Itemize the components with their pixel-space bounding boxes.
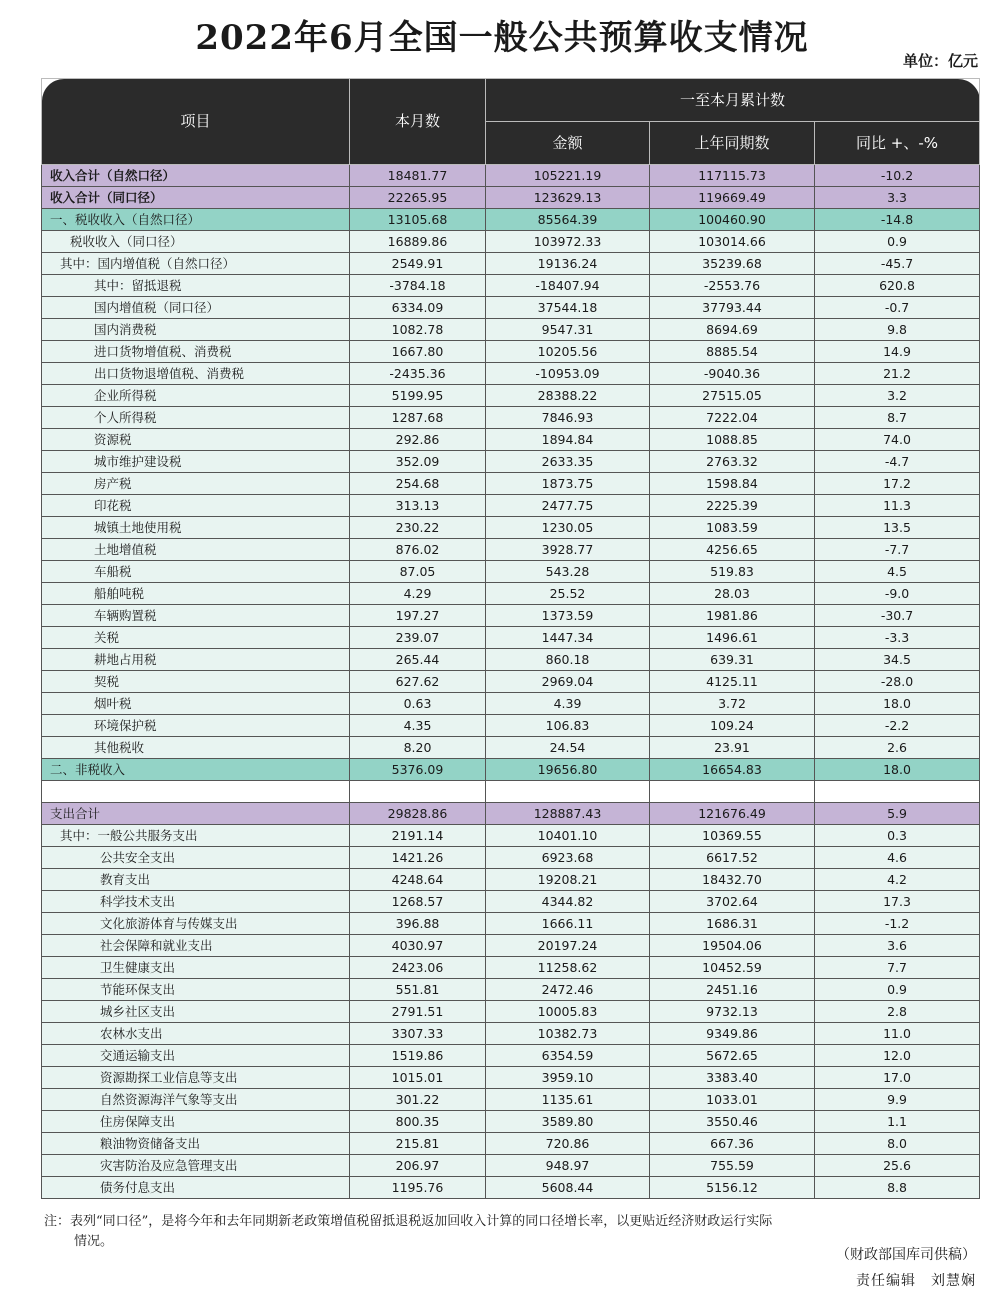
yoy-percent: 11.3 [815, 495, 980, 517]
month-value: -2435.36 [350, 363, 486, 385]
row-label: 车辆购置税 [42, 605, 350, 627]
row-label: 文化旅游体育与传媒支出 [42, 913, 350, 935]
yoy-percent: 9.9 [815, 1089, 980, 1111]
last-year-value: 4125.11 [650, 671, 815, 693]
cumulative-amount: 10005.83 [486, 1001, 650, 1023]
yoy-percent: 0.9 [815, 231, 980, 253]
cumulative-amount: 3959.10 [486, 1067, 650, 1089]
yoy-percent: 4.6 [815, 847, 980, 869]
table-row [42, 869, 980, 891]
last-year-value: 16654.83 [650, 759, 815, 781]
cumulative-amount: 4.39 [486, 693, 650, 715]
table-row [42, 539, 980, 561]
month-value: 292.86 [350, 429, 486, 451]
month-value: 254.68 [350, 473, 486, 495]
yoy-percent: 17.3 [815, 891, 980, 913]
cumulative-amount: 6354.59 [486, 1045, 650, 1067]
table-row [42, 561, 980, 583]
row-label: 粮油物资储备支出 [42, 1133, 350, 1155]
row-label: 教育支出 [42, 869, 350, 891]
month-value: 4.35 [350, 715, 486, 737]
yoy-percent: 8.7 [815, 407, 980, 429]
cumulative-amount: 1135.61 [486, 1089, 650, 1111]
cumulative-amount: 1894.84 [486, 429, 650, 451]
table-row [42, 759, 980, 781]
yoy-percent: 13.5 [815, 517, 980, 539]
cumulative-amount: 2633.35 [486, 451, 650, 473]
row-label: 国内消费税 [42, 319, 350, 341]
last-year-value: 119669.49 [650, 187, 815, 209]
month-value: 18481.77 [350, 165, 486, 187]
yoy-percent: -1.2 [815, 913, 980, 935]
row-label: 灾害防治及应急管理支出 [42, 1155, 350, 1177]
last-year-value: -2553.76 [650, 275, 815, 297]
month-value: 4248.64 [350, 869, 486, 891]
yoy-percent: -9.0 [815, 583, 980, 605]
row-label: 节能环保支出 [42, 979, 350, 1001]
table-row [42, 407, 980, 429]
month-value: 1421.26 [350, 847, 486, 869]
cumulative-amount: 948.97 [486, 1155, 650, 1177]
last-year-value: 37793.44 [650, 297, 815, 319]
cumulative-amount: 1230.05 [486, 517, 650, 539]
cumulative-amount: 28388.22 [486, 385, 650, 407]
last-year-value: 109.24 [650, 715, 815, 737]
yoy-percent: -28.0 [815, 671, 980, 693]
unit-label: 单位：亿元 [902, 52, 978, 70]
yoy-percent: -4.7 [815, 451, 980, 473]
table-body [42, 165, 980, 1199]
cumulative-amount [486, 781, 650, 803]
last-year-value: 5156.12 [650, 1177, 815, 1199]
table-row [42, 473, 980, 495]
month-value: 215.81 [350, 1133, 486, 1155]
cumulative-amount: 19136.24 [486, 253, 650, 275]
month-value: 87.05 [350, 561, 486, 583]
table-row [42, 385, 980, 407]
last-year-value: 2451.16 [650, 979, 815, 1001]
last-year-value: 3383.40 [650, 1067, 815, 1089]
last-year-value: 9732.13 [650, 1001, 815, 1023]
cumulative-amount: 543.28 [486, 561, 650, 583]
cumulative-amount: 1873.75 [486, 473, 650, 495]
row-label: 交通运输支出 [42, 1045, 350, 1067]
cumulative-amount: 123629.13 [486, 187, 650, 209]
table-row [42, 495, 980, 517]
cumulative-amount: 103972.33 [486, 231, 650, 253]
table-row [42, 737, 980, 759]
last-year-value: 10452.59 [650, 957, 815, 979]
header-item: 项目 [42, 79, 350, 165]
row-label: 船舶吨税 [42, 583, 350, 605]
cumulative-amount: 20197.24 [486, 935, 650, 957]
month-value: 230.22 [350, 517, 486, 539]
month-value: 1082.78 [350, 319, 486, 341]
last-year-value: 1981.86 [650, 605, 815, 627]
table-row [42, 979, 980, 1001]
table-row [42, 231, 980, 253]
header-last-year: 上年同期数 [650, 122, 815, 165]
cumulative-amount: 5608.44 [486, 1177, 650, 1199]
table-row [42, 605, 980, 627]
row-label: 社会保障和就业支出 [42, 935, 350, 957]
yoy-percent: 12.0 [815, 1045, 980, 1067]
month-value: 396.88 [350, 913, 486, 935]
row-label: 资源税 [42, 429, 350, 451]
row-label: 住房保障支出 [42, 1111, 350, 1133]
month-value: 1268.57 [350, 891, 486, 913]
row-label: 其中：一般公共服务支出 [42, 825, 350, 847]
table-row [42, 957, 980, 979]
cumulative-amount: 10382.73 [486, 1023, 650, 1045]
last-year-value: 755.59 [650, 1155, 815, 1177]
month-value: 2423.06 [350, 957, 486, 979]
month-value: 2191.14 [350, 825, 486, 847]
table-row [42, 935, 980, 957]
yoy-percent: 74.0 [815, 429, 980, 451]
row-label: 出口货物退增值税、消费税 [42, 363, 350, 385]
yoy-percent: 2.8 [815, 1001, 980, 1023]
header-month: 本月数 [350, 79, 486, 165]
last-year-value: 1083.59 [650, 517, 815, 539]
yoy-percent: 8.8 [815, 1177, 980, 1199]
last-year-value: 121676.49 [650, 803, 815, 825]
yoy-percent: -30.7 [815, 605, 980, 627]
cumulative-amount: 4344.82 [486, 891, 650, 913]
month-value: 551.81 [350, 979, 486, 1001]
last-year-value: 23.91 [650, 737, 815, 759]
last-year-value: 8694.69 [650, 319, 815, 341]
header-amount: 金额 [486, 122, 650, 165]
yoy-percent: 34.5 [815, 649, 980, 671]
table-row [42, 275, 980, 297]
yoy-percent: 7.7 [815, 957, 980, 979]
month-value: 2549.91 [350, 253, 486, 275]
month-value: 197.27 [350, 605, 486, 627]
month-value: 4030.97 [350, 935, 486, 957]
last-year-value: 2763.32 [650, 451, 815, 473]
table-row [42, 781, 980, 803]
row-label: 车船税 [42, 561, 350, 583]
month-value: 13105.68 [350, 209, 486, 231]
table-row [42, 1155, 980, 1177]
table-row [42, 253, 980, 275]
yoy-percent: 18.0 [815, 693, 980, 715]
table-row [42, 1111, 980, 1133]
table-row [42, 891, 980, 913]
table-row [42, 1133, 980, 1155]
table-row [42, 803, 980, 825]
cumulative-amount: 85564.39 [486, 209, 650, 231]
cumulative-amount: -18407.94 [486, 275, 650, 297]
table-row [42, 165, 980, 187]
cumulative-amount: 1373.59 [486, 605, 650, 627]
last-year-value: 5672.65 [650, 1045, 815, 1067]
month-value: 2791.51 [350, 1001, 486, 1023]
table-row [42, 517, 980, 539]
row-label: 支出合计 [42, 803, 350, 825]
table-row [42, 649, 980, 671]
cumulative-amount: 10401.10 [486, 825, 650, 847]
cumulative-amount: 25.52 [486, 583, 650, 605]
table-row [42, 825, 980, 847]
month-value: 1519.86 [350, 1045, 486, 1067]
last-year-value: 7222.04 [650, 407, 815, 429]
table-row [42, 1177, 980, 1199]
month-value: 8.20 [350, 737, 486, 759]
last-year-value: 4256.65 [650, 539, 815, 561]
cumulative-amount: 105221.19 [486, 165, 650, 187]
last-year-value: 9349.86 [650, 1023, 815, 1045]
row-label: 其中：留抵退税 [42, 275, 350, 297]
cumulative-amount: 720.86 [486, 1133, 650, 1155]
cumulative-amount: 37544.18 [486, 297, 650, 319]
source-credit: （财政部国库司供稿） [836, 1247, 976, 1263]
row-label: 债务付息支出 [42, 1177, 350, 1199]
header-cumulative: 一至本月累计数 [486, 79, 980, 122]
yoy-percent: 8.0 [815, 1133, 980, 1155]
yoy-percent: 4.2 [815, 869, 980, 891]
last-year-value: 19504.06 [650, 935, 815, 957]
row-label: 耕地占用税 [42, 649, 350, 671]
row-label: 印花税 [42, 495, 350, 517]
row-label: 关税 [42, 627, 350, 649]
yoy-percent: 2.6 [815, 737, 980, 759]
row-label: 其中：国内增值税（自然口径） [42, 253, 350, 275]
month-value: 4.29 [350, 583, 486, 605]
cumulative-amount: 19208.21 [486, 869, 650, 891]
month-value: 3307.33 [350, 1023, 486, 1045]
row-label: 科学技术支出 [42, 891, 350, 913]
yoy-percent: 4.5 [815, 561, 980, 583]
row-label: 企业所得税 [42, 385, 350, 407]
last-year-value: 27515.05 [650, 385, 815, 407]
cumulative-amount: 19656.80 [486, 759, 650, 781]
row-label: 收入合计（同口径） [42, 187, 350, 209]
row-label: 土地增值税 [42, 539, 350, 561]
row-label: 其他税收 [42, 737, 350, 759]
month-value: 1667.80 [350, 341, 486, 363]
month-value: 16889.86 [350, 231, 486, 253]
yoy-percent: -45.7 [815, 253, 980, 275]
row-label: 二、非税收入 [42, 759, 350, 781]
cumulative-amount: 2477.75 [486, 495, 650, 517]
yoy-percent: 18.0 [815, 759, 980, 781]
row-label: 公共安全支出 [42, 847, 350, 869]
cumulative-amount: 2969.04 [486, 671, 650, 693]
month-value: -3784.18 [350, 275, 486, 297]
table-row [42, 671, 980, 693]
row-label: 契税 [42, 671, 350, 693]
table-row [42, 1023, 980, 1045]
row-label: 个人所得税 [42, 407, 350, 429]
table-row [42, 847, 980, 869]
last-year-value [650, 781, 815, 803]
month-value [350, 781, 486, 803]
row-label: 卫生健康支出 [42, 957, 350, 979]
yoy-percent: -14.8 [815, 209, 980, 231]
last-year-value: 3702.64 [650, 891, 815, 913]
month-value: 6334.09 [350, 297, 486, 319]
last-year-value: 28.03 [650, 583, 815, 605]
yoy-percent: -0.7 [815, 297, 980, 319]
last-year-value: 639.31 [650, 649, 815, 671]
last-year-value: 10369.55 [650, 825, 815, 847]
month-value: 29828.86 [350, 803, 486, 825]
row-label: 资源勘探工业信息等支出 [42, 1067, 350, 1089]
cumulative-amount: 3589.80 [486, 1111, 650, 1133]
row-label: 农林水支出 [42, 1023, 350, 1045]
last-year-value: 1496.61 [650, 627, 815, 649]
yoy-percent: 620.8 [815, 275, 980, 297]
table-row [42, 1067, 980, 1089]
table-row [42, 627, 980, 649]
last-year-value: 3.72 [650, 693, 815, 715]
month-value: 5376.09 [350, 759, 486, 781]
cumulative-amount: 106.83 [486, 715, 650, 737]
yoy-percent: 11.0 [815, 1023, 980, 1045]
table-row [42, 693, 980, 715]
cumulative-amount: 11258.62 [486, 957, 650, 979]
last-year-value: 100460.90 [650, 209, 815, 231]
month-value: 800.35 [350, 1111, 486, 1133]
cumulative-amount: 9547.31 [486, 319, 650, 341]
last-year-value: 1598.84 [650, 473, 815, 495]
yoy-percent: -3.3 [815, 627, 980, 649]
month-value: 206.97 [350, 1155, 486, 1177]
yoy-percent: 5.9 [815, 803, 980, 825]
cumulative-amount: 24.54 [486, 737, 650, 759]
yoy-percent: 0.3 [815, 825, 980, 847]
row-label: 房产税 [42, 473, 350, 495]
yoy-percent: 25.6 [815, 1155, 980, 1177]
row-label: 环境保护税 [42, 715, 350, 737]
last-year-value: 103014.66 [650, 231, 815, 253]
yoy-percent: 14.9 [815, 341, 980, 363]
cumulative-amount: 3928.77 [486, 539, 650, 561]
cumulative-amount: 2472.46 [486, 979, 650, 1001]
yoy-percent: 1.1 [815, 1111, 980, 1133]
month-value: 1015.01 [350, 1067, 486, 1089]
row-label: 一、税收收入（自然口径） [42, 209, 350, 231]
yoy-percent: 17.2 [815, 473, 980, 495]
table-row [42, 319, 980, 341]
last-year-value: 1088.85 [650, 429, 815, 451]
yoy-percent: -2.2 [815, 715, 980, 737]
last-year-value: 8885.54 [650, 341, 815, 363]
row-label: 城乡社区支出 [42, 1001, 350, 1023]
table-row [42, 1045, 980, 1067]
table-row [42, 187, 980, 209]
row-label: 国内增值税（同口径） [42, 297, 350, 319]
month-value: 0.63 [350, 693, 486, 715]
yoy-percent: -7.7 [815, 539, 980, 561]
yoy-percent: 3.2 [815, 385, 980, 407]
month-value: 1287.68 [350, 407, 486, 429]
yoy-percent: 0.9 [815, 979, 980, 1001]
row-label: 烟叶税 [42, 693, 350, 715]
month-value: 627.62 [350, 671, 486, 693]
cumulative-amount: 7846.93 [486, 407, 650, 429]
last-year-value: 1686.31 [650, 913, 815, 935]
header-yoy: 同比 +、-% [815, 122, 980, 165]
row-label: 自然资源海洋气象等支出 [42, 1089, 350, 1111]
yoy-percent: 21.2 [815, 363, 980, 385]
month-value: 1195.76 [350, 1177, 486, 1199]
month-value: 265.44 [350, 649, 486, 671]
last-year-value: 1033.01 [650, 1089, 815, 1111]
last-year-value: 35239.68 [650, 253, 815, 275]
row-label: 收入合计（自然口径） [42, 165, 350, 187]
cumulative-amount: 1666.11 [486, 913, 650, 935]
cumulative-amount: 1447.34 [486, 627, 650, 649]
table-row [42, 913, 980, 935]
table-row [42, 209, 980, 231]
last-year-value: 519.83 [650, 561, 815, 583]
row-label: 进口货物增值税、消费税 [42, 341, 350, 363]
cumulative-amount: 128887.43 [486, 803, 650, 825]
table-row [42, 715, 980, 737]
yoy-percent: 9.8 [815, 319, 980, 341]
yoy-percent [815, 781, 980, 803]
table-row [42, 1089, 980, 1111]
cumulative-amount: 860.18 [486, 649, 650, 671]
yoy-percent: 3.6 [815, 935, 980, 957]
table-row [42, 297, 980, 319]
last-year-value: 667.36 [650, 1133, 815, 1155]
cumulative-amount: 6923.68 [486, 847, 650, 869]
editor-credit: 责任编辑 刘慧娴 [856, 1273, 976, 1289]
month-value: 301.22 [350, 1089, 486, 1111]
month-value: 313.13 [350, 495, 486, 517]
table-row [42, 1001, 980, 1023]
month-value: 5199.95 [350, 385, 486, 407]
table-row [42, 341, 980, 363]
last-year-value: 117115.73 [650, 165, 815, 187]
last-year-value: -9040.36 [650, 363, 815, 385]
month-value: 352.09 [350, 451, 486, 473]
yoy-percent: -10.2 [815, 165, 980, 187]
table-row [42, 363, 980, 385]
row-label: 城镇土地使用税 [42, 517, 350, 539]
last-year-value: 3550.46 [650, 1111, 815, 1133]
table-row [42, 429, 980, 451]
row-label [42, 781, 350, 803]
footnote-line2: 情况。 [74, 1234, 114, 1249]
yoy-percent: 3.3 [815, 187, 980, 209]
page-title: 2022年6月全国一般公共预算收支情况 [195, 18, 809, 58]
footnote-line1: 注：表列“同口径”，是将今年和去年同期新老政策增值税留抵退税返加回收入计算的同口径增长率，以更贴近经济财政运行实际 [44, 1214, 773, 1229]
last-year-value: 18432.70 [650, 869, 815, 891]
cumulative-amount: -10953.09 [486, 363, 650, 385]
cumulative-amount: 10205.56 [486, 341, 650, 363]
month-value: 22265.95 [350, 187, 486, 209]
last-year-value: 6617.52 [650, 847, 815, 869]
row-label: 税收收入（同口径） [42, 231, 350, 253]
table-row [42, 583, 980, 605]
yoy-percent: 17.0 [815, 1067, 980, 1089]
month-value: 876.02 [350, 539, 486, 561]
row-label: 城市维护建设税 [42, 451, 350, 473]
last-year-value: 2225.39 [650, 495, 815, 517]
table-row [42, 451, 980, 473]
month-value: 239.07 [350, 627, 486, 649]
budget-table [41, 78, 980, 1199]
